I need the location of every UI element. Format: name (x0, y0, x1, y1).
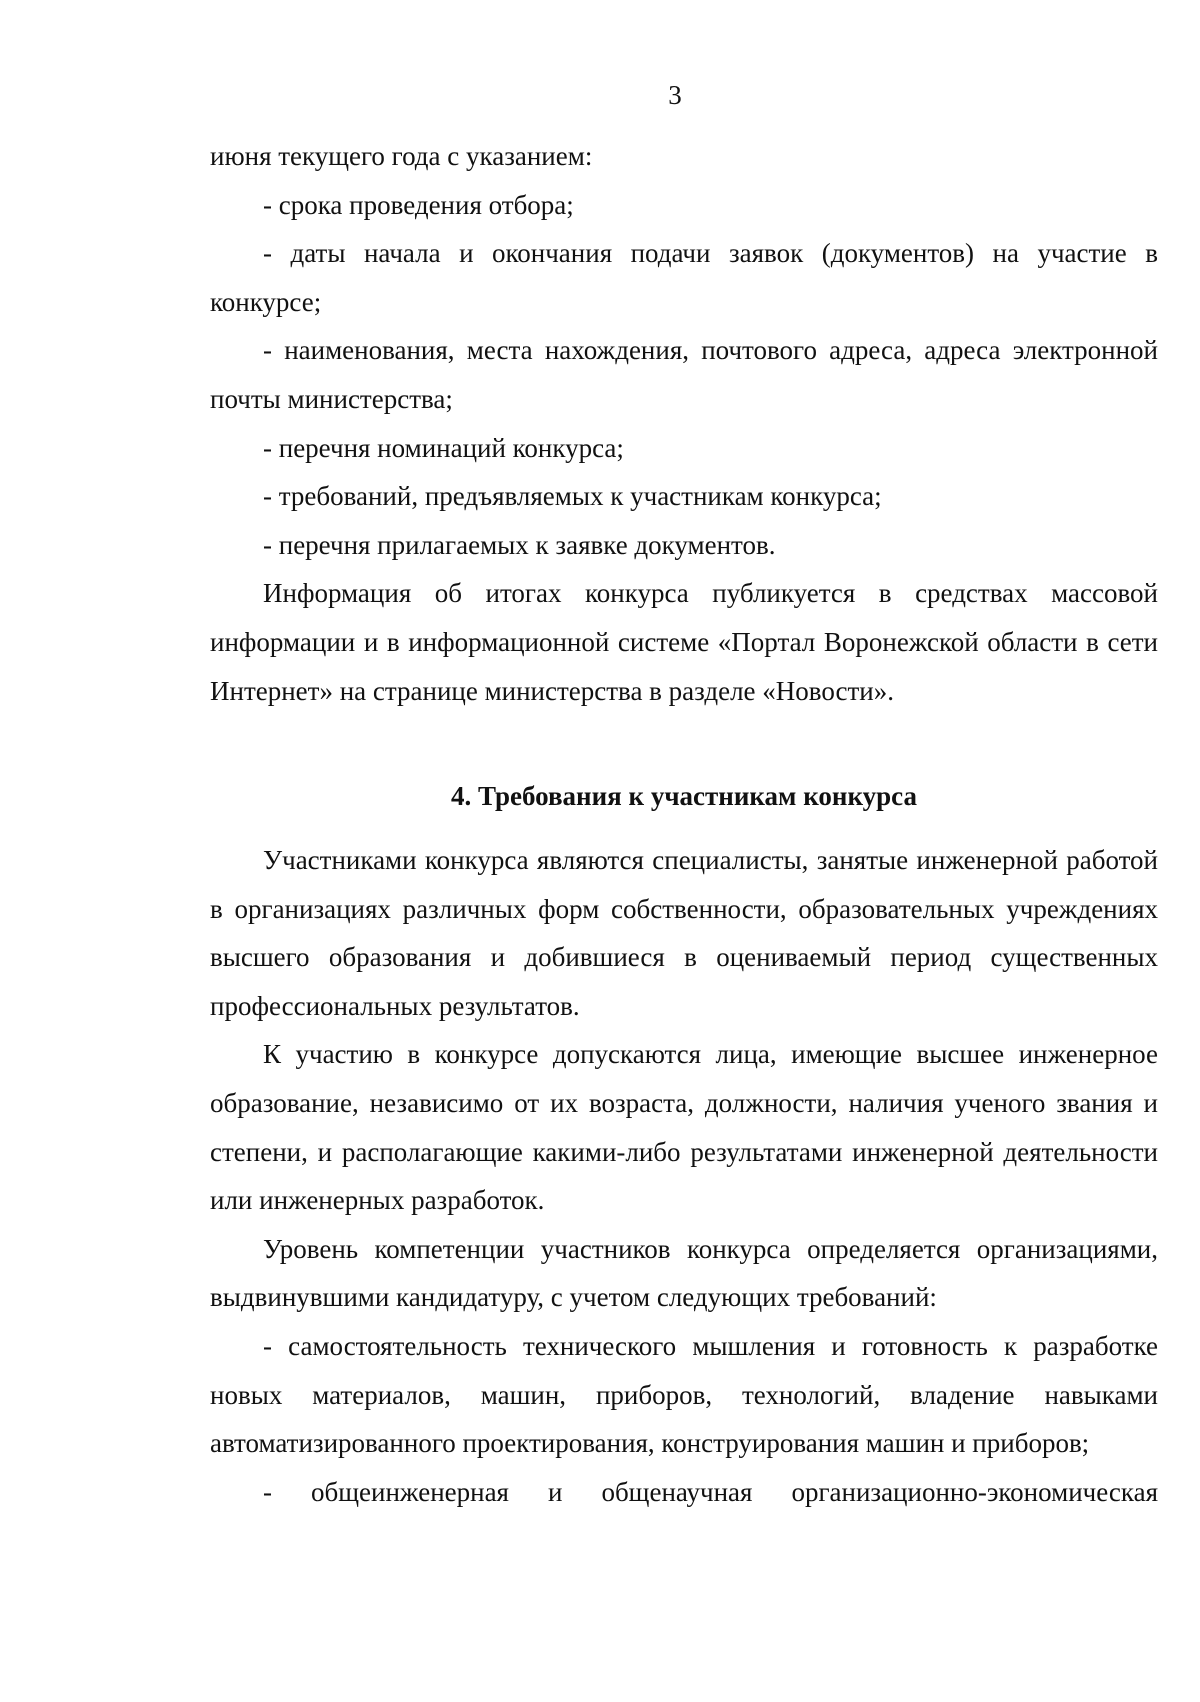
paragraph: К участию в конкурсе допускаются лица, имеющие высшее инженерное образование, независимо от их возраста, должности, наличия ученого звания и степени, и располагающие какими-либо результатами инженерной деятельности или инженерных разработок. (210, 1039, 1158, 1216)
list-item: - даты начала и окончания подачи заявок (документов) на участие в конкурсе; (210, 238, 1158, 317)
page-number (0, 78, 1200, 112)
text-block-requirements (210, 836, 1158, 1516)
list-item: - срока проведения отбора; (263, 189, 574, 220)
text-block-announcement (210, 132, 1158, 715)
list-item: - общеинженерная и общенаучная организационно-экономическая (263, 1476, 1158, 1507)
list-item: - наименования, места нахождения, почтового адреса, адреса электронной почты министерства; (210, 335, 1158, 414)
paragraph: Уровень компетенции участников конкурса определяется организациями, выдвинувшими кандидатуру, с учетом следующих требований: (210, 1233, 1158, 1313)
list-item: - перечня прилагаемых к заявке документов. (263, 529, 776, 560)
paragraph: Участниками конкурса являются специалисты, занятые инженерной работой в организациях различных форм собственности, образовательных учреждениях высшего образования и добившиеся в оцениваемый период существенных профессиональных результатов. (210, 845, 1158, 1021)
section-heading (210, 779, 1158, 813)
list-item: - перечня номинаций конкурса; (263, 432, 624, 463)
list-item: - самостоятельность технического мышления и готовность к разработке новых материалов, машин, приборов, технологий, владение навыками автоматизированного проектирования, конструирования машин и приборов; (210, 1330, 1158, 1459)
paragraph: июня текущего года с указанием: (210, 141, 593, 171)
page-number-text: 3 (668, 80, 682, 110)
paragraph: Информация об итогах конкурса публикуется в средствах массовой информации и в информационной системе «Портал Воронежской области в сети Интернет» на странице министерства в разделе «Новости». (210, 578, 1158, 706)
list-item: - требований, предъявляемых к участникам конкурса; (263, 481, 882, 512)
section-heading-text: 4. Требования к участникам конкурса (451, 781, 917, 811)
